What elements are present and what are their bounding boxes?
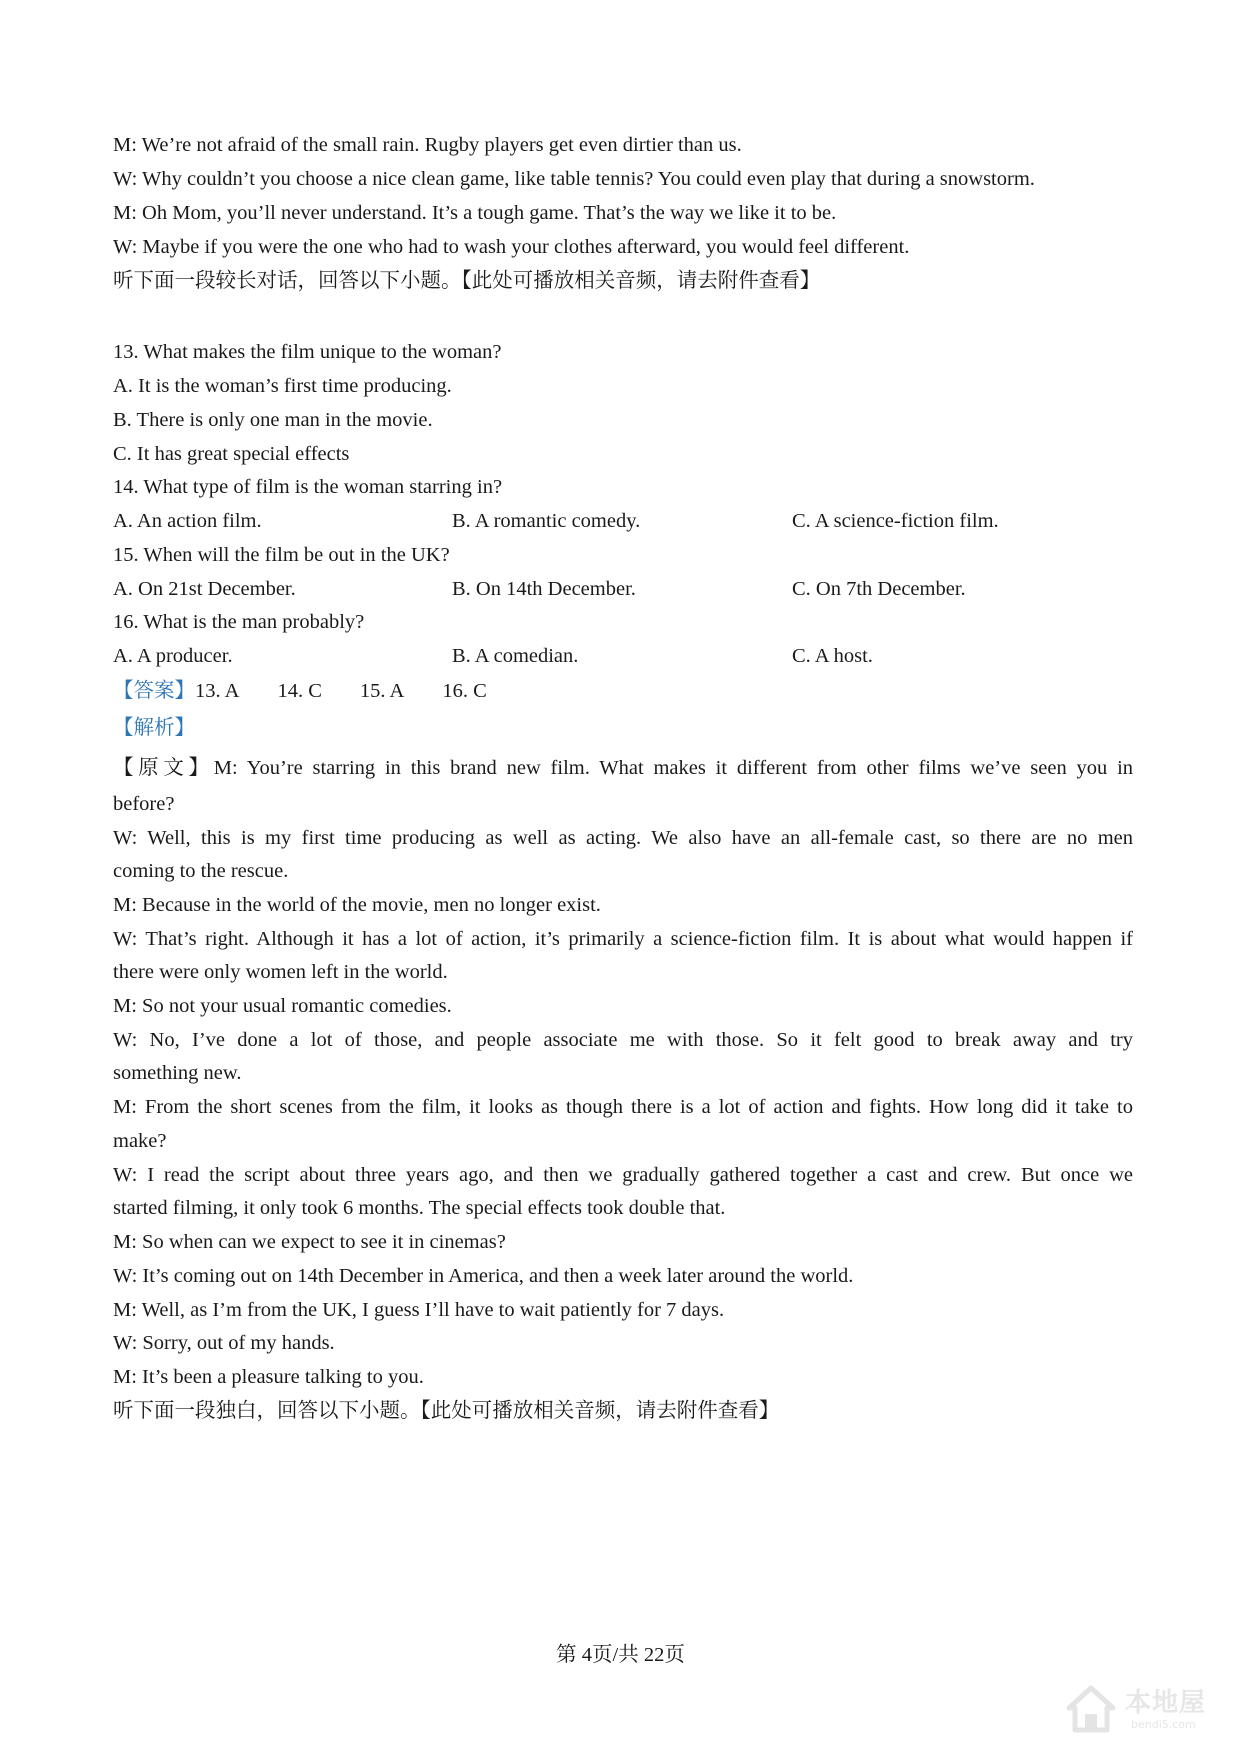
question-14-stem: 14. What type of film is the woman starring in? [113,476,503,498]
answer-row [113,678,1133,704]
answer-item: 15. A [359,680,405,702]
watermark [1063,1678,1213,1738]
house-icon [1063,1680,1119,1736]
transcript-line: W: That’s right. Although it has a lot of action, it’s primarily a science-fiction film. It is about what would happen if [113,928,1133,950]
transcript-line: M: So when can we expect to see it in cinemas? [113,1231,506,1253]
question-15-option-a: A. On 21st December. [113,578,296,600]
transcript-line: W: Sorry, out of my hands. [113,1332,335,1354]
question-16-option-a: A. A producer. [113,645,233,667]
transcript-line: something new. [113,1062,242,1084]
transcript-line: there were only women left in the world. [113,961,448,983]
watermark-text: 本地屋 [1125,1688,1207,1718]
dialogue-line: W: Why couldn’t you choose a nice clean game, like table tennis? You could even play that during a snowstorm. [113,168,1035,190]
transcript-line: W: It’s coming out on 14th December in America, and then a week later around the world. [113,1265,854,1287]
transcript-line: W: Well, this is my first time producing as well as acting. We also have an all-female cast, so there are no men [113,827,1133,849]
transcript-line: M: Because in the world of the movie, men no longer exist. [113,894,601,916]
dialogue-line: M: Oh Mom, you’ll never understand. It’s a tough game. That’s the way we like it to be. [113,202,837,224]
transcript-line: 【原文】M: You’re starring in this brand new film. What makes it different from other films we’ve seen you in [113,757,1134,779]
transcript-line: started filming, it only took 6 months. The special effects took double that. [113,1197,726,1219]
question-13-stem: 13. What makes the film unique to the woman? [113,341,502,363]
transcript-line: M: So not your usual romantic comedies. [113,995,452,1017]
question-14-option-a: A. An action film. [113,510,262,532]
answer-item: 16. C [442,680,487,702]
transcript-label: 【原文】 [113,757,214,779]
transcript-line: M: From the short scenes from the film, it looks as though there is a lot of action and fights. How long did it take to [113,1096,1133,1118]
question-13-option-b: B. There is only one man in the movie. [113,409,433,431]
question-13-option-a: A. It is the woman’s first time producing. [113,375,452,397]
answer-item: 14. C [277,680,322,702]
transcript-line: coming to the rescue. [113,860,289,882]
question-13-option-c: C. It has great special effects [113,443,350,465]
page-number: 第 4页/共 22页 [556,1644,685,1666]
question-14-option-c: C. A science-fiction film. [792,510,999,532]
transcript-line: M: It’s been a pleasure talking to you. [113,1366,424,1388]
transcript-line: W: No, I’ve done a lot of those, and people associate me with those. So it felt good to break away and try [113,1029,1133,1051]
analysis-label: 【解析】 [113,717,195,739]
transcript-line: M: Well, as I’m from the UK, I guess I’ll have to wait patiently for 7 days. [113,1299,725,1321]
answer-item: 13. A [195,680,240,702]
instruction-text: 听下面一段独白，回答以下小题。【此处可播放相关音频，请去附件查看】 [113,1400,780,1422]
transcript-line: before? [113,793,175,815]
dialogue-line: W: Maybe if you were the one who had to wash your clothes afterward, you would feel different. [113,236,910,258]
question-14-option-b: B. A romantic comedy. [452,510,641,532]
question-16-option-c: C. A host. [792,645,873,667]
answer-label: 【答案】 [113,680,195,702]
watermark-url: bendi5.com [1131,1718,1196,1731]
transcript-line: W: I read the script about three years ago, and then we gradually gathered together a cast and crew. But once we [113,1164,1133,1186]
question-16-stem: 16. What is the man probably? [113,611,365,633]
question-15-stem: 15. When will the film be out in the UK? [113,544,450,566]
question-15-option-c: C. On 7th December. [792,578,966,600]
dialogue-line: M: We’re not afraid of the small rain. Rugby players get even dirtier than us. [113,134,742,156]
transcript-line: make? [113,1130,167,1152]
question-16-option-b: B. A comedian. [452,645,579,667]
instruction-text: 听下面一段较长对话，回答以下小题。【此处可播放相关音频，请去附件查看】 [113,270,821,292]
question-15-option-b: B. On 14th December. [452,578,636,600]
